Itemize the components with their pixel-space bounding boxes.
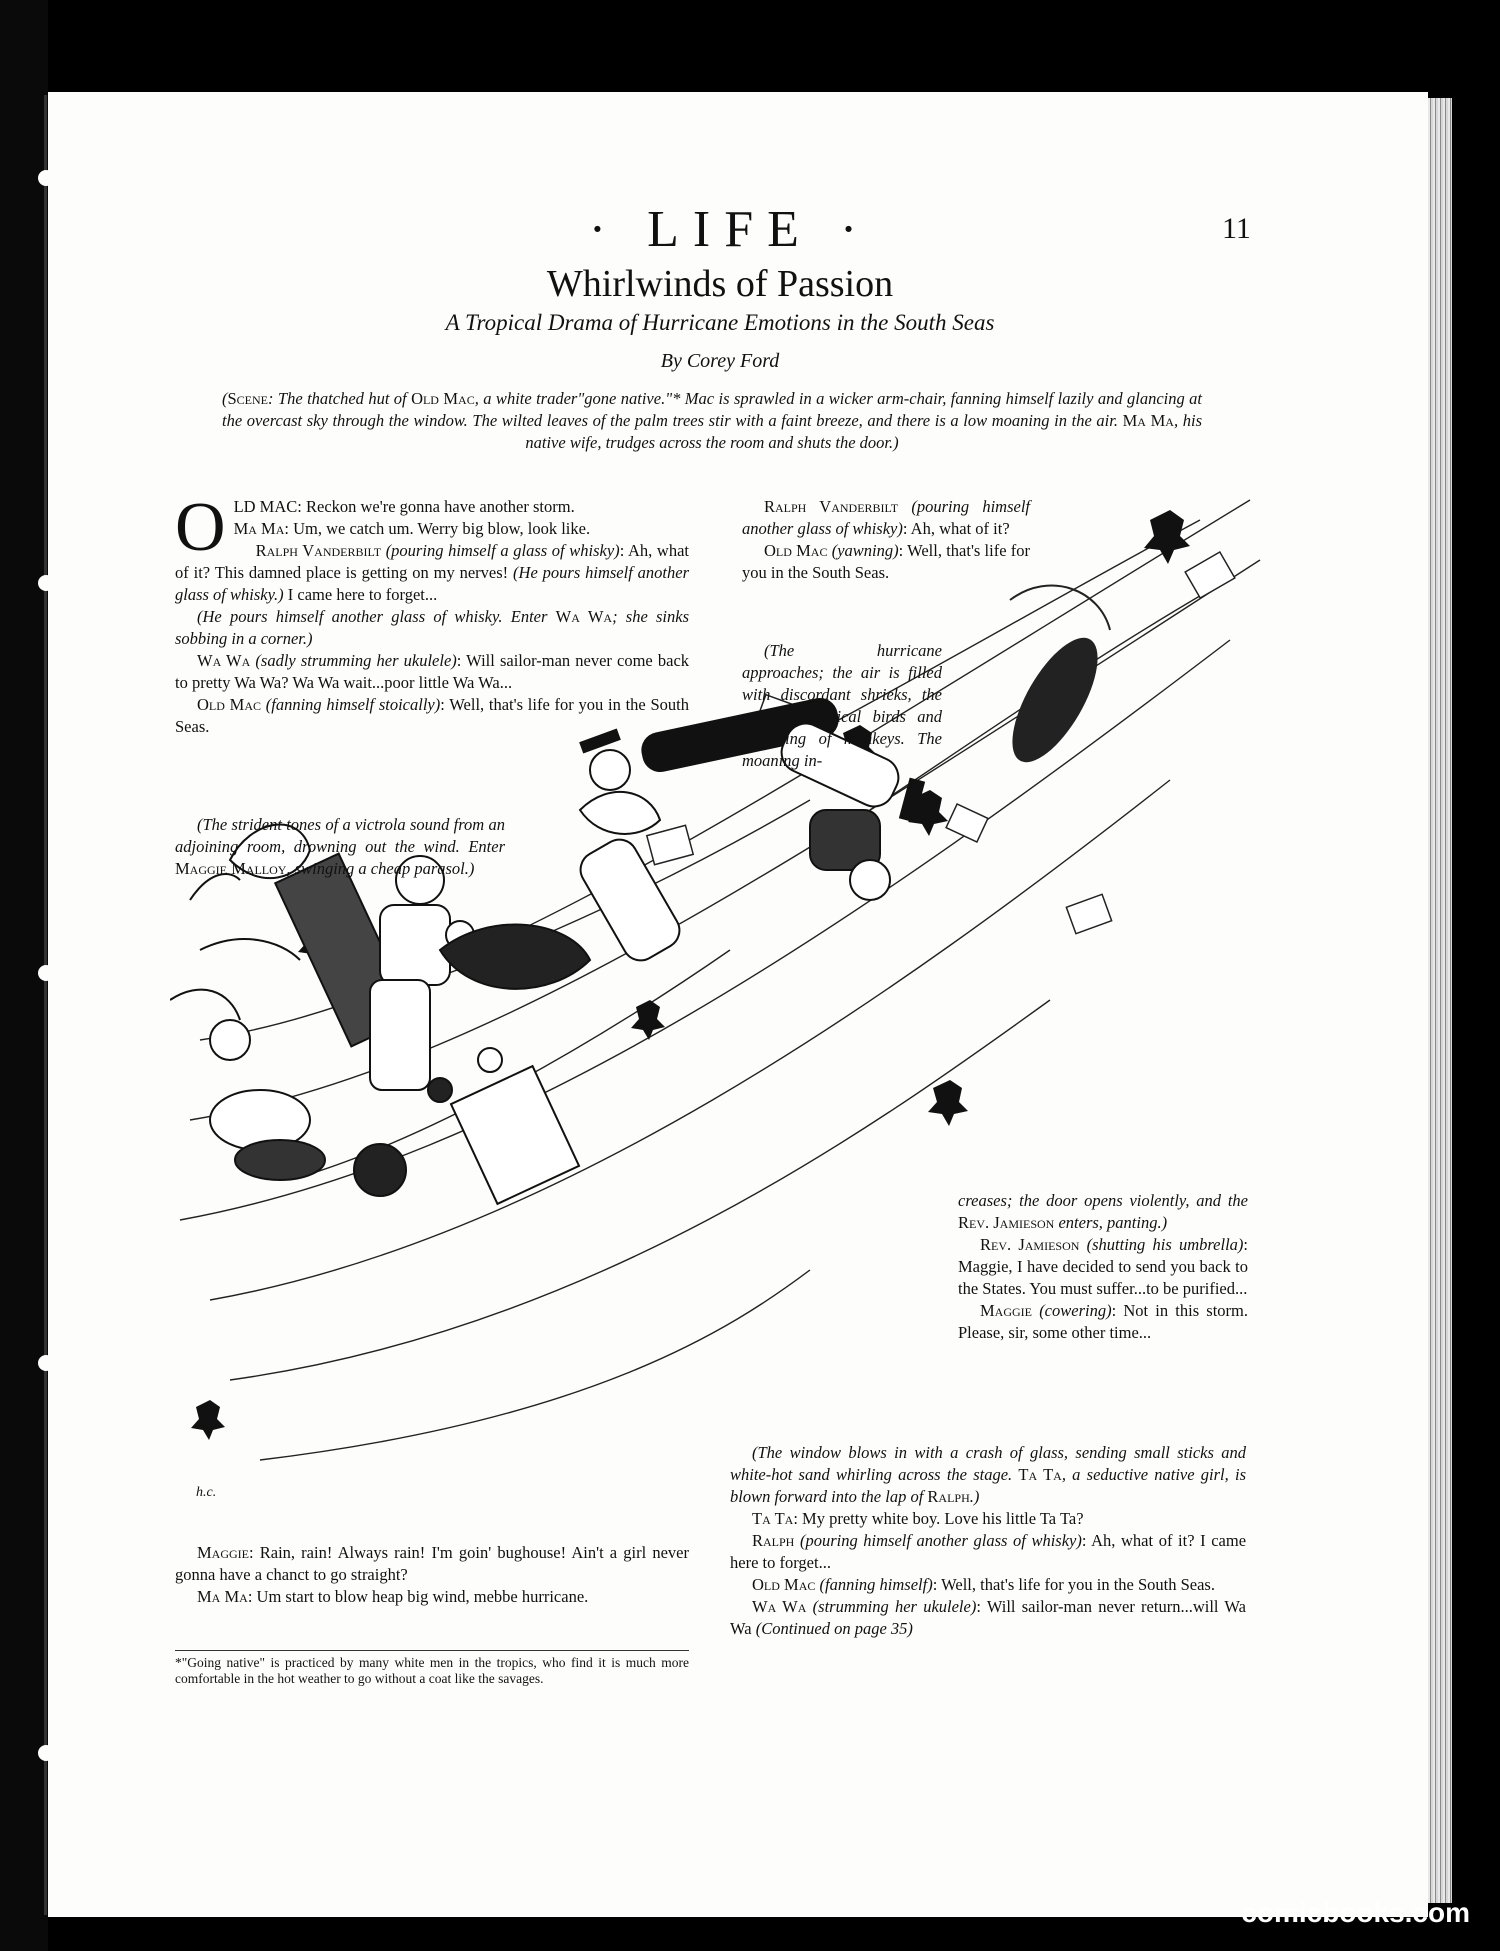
binding-hole (38, 575, 54, 591)
dialogue-line: Ralph Vanderbilt (pouring himself a glass of whisky): Ah, what of it? This damned place is getting on my nerves! (He pours himself another glass of whisky.) I came here to forget... (175, 541, 689, 604)
magazine-masthead: · LIFE · (588, 201, 872, 258)
dialogue-line: Rev. Jamieson (shutting his umbrella): Maggie, I have decided to send you back to the States. You must suffer...to be purified... (958, 1235, 1249, 1298)
wa-wa-figure (170, 990, 325, 1180)
article-title: Whirlwinds of Passion (546, 263, 894, 305)
binding-hole (38, 1355, 54, 1371)
dialogue-line: Ma Ma: Um, we catch um. Werry big blow, look like. (233, 519, 591, 538)
banana-bunch (996, 586, 1114, 775)
article-byline: By Corey Ford (660, 350, 780, 372)
scene-direction: (Scene: The thatched hut of Old Mac, a white trader"gone native."* Mac is sprawled in a wicker arm-chair, fanning himself lazily and glancing at the overcast sky through the window. The wilted leaves of the palm trees stir with a faint breeze, and there is a low moaning in the air. Ma Ma, his native wife, trudges across the room and shuts the door.) (222, 389, 1202, 452)
continued-note: (Continued on page 35) (755, 1619, 913, 1638)
dialogue-line: Ma Ma: Um start to blow heap big wind, mebbe hurricane. (197, 1587, 589, 1606)
dialogue-column-d (730, 1442, 1246, 1640)
stage-direction: (The window blows in with a crash of glass, sending small sticks and white-hot sand whirling across the stage. Ta Ta, a seductive native girl, is blown forward into the lap of Ralph.) (730, 1443, 1246, 1506)
dialogue-line: Ralph (pouring himself another glass of whisky): Ah, what of it? I came here to forget... (730, 1531, 1247, 1572)
stage-direction: (The strident tones of a victrola sound from an adjoining room, drowning out the wind. Enter Maggie Malloy, swinging a cheap parasol.) (175, 815, 505, 878)
artist-signature: h.c. (196, 1485, 217, 1500)
article-subtitle: A Tropical Drama of Hurricane Emotions in the South Seas (445, 310, 995, 335)
source-watermark: comicbooks.com (1241, 1897, 1470, 1928)
drop-cap: O (175, 489, 226, 566)
binding-hole (38, 170, 54, 186)
dialogue-line: Maggie (cowering): Not in this storm. Please, sir, some other time... (958, 1301, 1249, 1342)
dialogue-line: Ta Ta: My pretty white boy. Love his little Ta Ta? (752, 1509, 1084, 1528)
dialogue-line: OLD MAC: Reckon we're gonna have another storm. (175, 489, 575, 566)
dialogue-line: Old Mac (fanning himself stoically): Well, that's life for you in the South Seas. (175, 695, 689, 736)
dialogue-column-b (742, 496, 1030, 584)
binding-hole (38, 1745, 54, 1761)
dialogue-column-a (175, 489, 690, 738)
dialogue-line: Old Mac (yawning): Well, that's life for you in the South Seas. (742, 541, 1030, 582)
binding-hole (38, 965, 54, 981)
page-number: 11 (1222, 212, 1251, 245)
page-stack-edge (1428, 98, 1452, 1903)
stage-direction: (The hurricane approaches; the air is filled with discordant shrieks, the cries of tropical birds and jabbering of monkeys. The moaning in- (742, 641, 942, 770)
dialogue-column-c (958, 1190, 1248, 1344)
footnote: *"Going native" is practiced by many white men in the tropics, who find it is much more comfortable in the hot weather to go without a coat like the savages. (175, 1650, 689, 1687)
dialogue-line: Wa Wa (sadly strumming her ukulele): Will sailor-man never come back to pretty Wa Wa? Wa Wa wait...poor little Wa Wa... (175, 651, 690, 692)
old-mac-figure (275, 854, 474, 1090)
dialogue-line: Maggie: Rain, rain! Always rain! I'm goin' bughouse! Ain't a girl never gonna have a chanct to go straight? (175, 1543, 689, 1584)
dialogue-line: Old Mac (fanning himself): Well, that's life for you in the South Seas. (752, 1575, 1215, 1594)
dialogue-line: Wa Wa (strumming her ukulele): Will sailor-man never return...will Wa Wa (Continued on page 35) (730, 1597, 1247, 1638)
dialogue-line: Ralph Vanderbilt (pouring himself another glass of whisky): Ah, what of it? (742, 497, 1030, 538)
stage-direction: (He pours himself another glass of whisky. Enter Wa Wa; she sinks sobbing in a corner.) (175, 607, 689, 648)
stage-direction: creases; the door opens violently, and the Rev. Jamieson enters, panting.) (958, 1191, 1248, 1232)
dialogue-column-e (175, 1542, 689, 1608)
